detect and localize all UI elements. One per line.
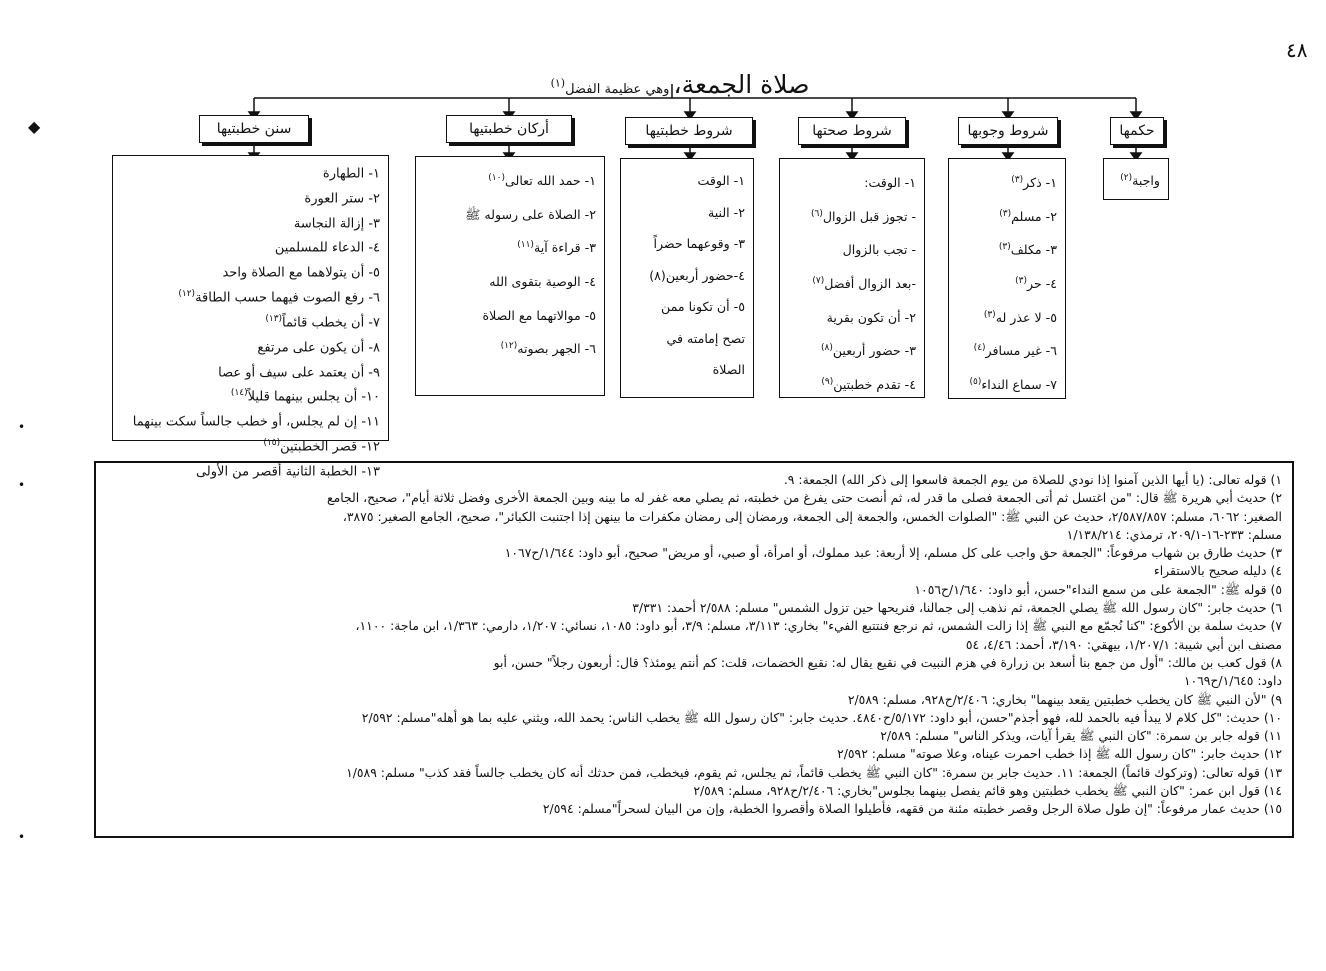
list-item: تصح إمامته في xyxy=(666,330,745,346)
footnote-line: ٩) "لأن النبي ﷺ كان يخطب خطبتين يقعد بينهما" بخاري: ٢/٤٠٦/ح٩٢٨، مسلم: ٢/٥٨٩ xyxy=(847,691,1282,707)
list-item: ٧- أن يخطب قائماً$^{(١٣)}$ xyxy=(265,313,380,331)
list-item: ٤- الوصية بتقوى الله xyxy=(489,274,596,290)
scan-mark: ◆ xyxy=(28,117,41,136)
header-sunan-khutba: سنن خطبتيها xyxy=(199,115,309,143)
footnote-line: ٥) قوله ﷺ: "الجمعة على من سمع النداء"حسن، أبو داود: ١/٦٤٠/ح١٠٥٦ xyxy=(914,581,1282,597)
footnote-line: ١٥) حديث عمار مرفوعاً: "إن طول صلاة الرجل وقصر خطبته مئنة من فقهه، فأطيلوا الصلاة وأقصروا الخطبة، وإن من البيان لسحراً"مسلم: ٢/٥٩٤ xyxy=(542,801,1282,817)
list-item: ١- الوقت: xyxy=(864,175,916,191)
list-item: ٣- مكلف$^{(٣)}$ xyxy=(998,242,1057,258)
hukm-box xyxy=(1103,158,1169,200)
list-item: - تجوز قبل الزوال$^{(٦)}$ xyxy=(810,208,916,224)
footnote-line: ٧) حديث سلمة بن الأكوع: "كنا نُجمّع مع النبي ﷺ إذا زالت الشمس، ثم نرجع فنتتبع الفيء" بخاري: ٣/١١٣، مسلم: ٣/٩، أبو داود: ١٠٨٥، نسائي: ١/٢٠٧، دارمي: ١/٣٦٣، ابن ماجة: ١١٠٠، xyxy=(355,618,1282,634)
footnote-line: ١) قوله تعالى: (يا أيها الذين آمنوا إذا نودي للصلاة من يوم الجمعة فاسعوا إلى ذكر الله) الجمعة: ٩. xyxy=(783,472,1282,487)
title-subtitle: وهي عظيمة الفضل xyxy=(565,82,674,97)
list-item: ١- الوقت xyxy=(697,173,745,188)
hukm-text: واجبة xyxy=(1132,173,1160,189)
list-item: ٩- أن يعتمد على سيف أو عصا xyxy=(218,364,380,380)
page-title xyxy=(520,70,840,99)
header-arkan-khutba: أركان خطبتيها xyxy=(446,115,572,143)
list-item: ١- ذكر$^{(٣)}$ xyxy=(1011,175,1057,191)
footnote-line: ١٠) حديث: "كل كلام لا يبدأ فيه بالحمد لله، فهو أجذم"حسن، أبو داود: ٥/١٧٢/ح٤٨٤٠. حديث جابر: "كان رسول الله ﷺ يخطب الناس: يحمد الله، ويثني عليه بما هو أهله"مسلم: ٢/٥٩٢ xyxy=(361,709,1282,725)
footnote-ref: (٢) xyxy=(1120,173,1133,183)
header-shurut-sihha: شروط صحتها xyxy=(798,117,906,145)
footnote-line: ٦) حديث جابر: "كان رسول الله ﷺ يصلي الجمعة، ثم نذهب إلى جمالنا، فنريحها حين تزول الشمس" مسلم: ٢/٥٨٨ أحمد: ٣/٣٣١ xyxy=(632,600,1282,616)
list-item: ٥- لا عذر له$^{(٣)}$ xyxy=(983,309,1057,325)
list-item: ٢- الصلاة على رسوله ﷺ xyxy=(465,206,596,222)
list-item: ١٢- قصر الخطبتين$^{(١٥)}$ xyxy=(263,438,380,455)
list-item: ٣- إزالة النجاسة xyxy=(293,215,380,231)
list-item: ٢- النية xyxy=(707,204,745,220)
list-item: ١٣- الخطبة الثانية أقصر من الأولى xyxy=(195,464,380,480)
list-item: ١٠- أن يجلس بينهما قليلاً$^{(١٤)}$ xyxy=(230,388,380,405)
scan-dot: • xyxy=(18,420,26,434)
list-item: ٦- الجهر بصوته$^{(١٢)}$ xyxy=(500,341,596,357)
list-item: ٦- غير مسافر$^{(٤)}$ xyxy=(973,343,1057,359)
footnote-line: ٤) دليله صحيح بالاستقراء xyxy=(1153,563,1282,579)
footnote-line: داود: ١/٦٤٥/ح١٠٦٩ xyxy=(1183,673,1282,689)
footnote-line: ١٣) قوله تعالى: (وتركوك قائماً) الجمعة: ١١. حديث جابر بن سمرة: "كان النبي ﷺ يخطب قائماً، ثم يجلس، ثم يقوم، فيخطب، فمن حدثك أنه كان يخطب جالساً فقد كذب" مسلم: ١/٥٨٩ xyxy=(346,764,1282,780)
list-item: ٤- حر$^{(٣)}$ xyxy=(1015,276,1057,292)
footnote-line: مسلم: ٢٣٣-١٦-٢٠٩/١، ترمذي: ١/١٣٨/٢١٤ xyxy=(1066,526,1282,542)
footnote-line: ٣) حديث طارق بن شهاب مرفوعاً: "الجمعة حق واجب على كل مسلم، إلا أربعة: عبد مملوك، أو امرأة، أو صبي، أو مريض" صحيح، أبو داود: ١/٦٤٤/ح١٠٦٧ xyxy=(504,545,1282,561)
list-item: ١- الطهارة xyxy=(322,166,380,182)
footnote-line: ١٤) قول ابن عمر: "كان النبي ﷺ يخطب خطبتين وهو قائم يفصل بينهما بجلوس"بخاري: ٢/٤٠٦/ح٩٢٨، مسلم: ٢/٥٨٩ xyxy=(693,783,1282,799)
list-item: - تجب بالزوال xyxy=(842,242,916,258)
list-item: ٨- أن يكون على مرتفع xyxy=(257,340,380,356)
list-item: ٣- حضور أربعين$^{(٨)}$ xyxy=(820,343,916,359)
list-item: ٢- مسلم$^{(٣)}$ xyxy=(999,208,1057,224)
list-item: ٤-حضور أربعين(٨) xyxy=(649,267,745,283)
list-item: الصلاة xyxy=(712,362,745,377)
scan-dot: • xyxy=(18,478,26,492)
list-item: ٥- موالاتهما مع الصلاة xyxy=(482,307,596,323)
list-item: ٦- رفع الصوت فيهما حسب الطاقة$^{(١٢)}$ xyxy=(178,289,380,306)
title-footnote-ref: (١) xyxy=(550,76,566,90)
footnote-line: مصنف ابن أبي شيبة: ١/٢٠٧/١، بيهقي: ٣/١٩٠، أحمد: ٤/٤٦، ٥٤ xyxy=(965,636,1282,652)
list-item: ١١- إن لم يجلس، أو خطب جالساً سكت بينهما xyxy=(132,414,380,430)
header-shurut-khutba: شروط خطبتيها xyxy=(625,117,753,145)
list-item: ٧- سماع النداء$^{(٥)}$ xyxy=(969,377,1057,393)
list-item: ١- حمد الله تعالى$^{(١٠)}$ xyxy=(488,173,596,189)
scan-dot: • xyxy=(18,830,26,844)
list-item: -بعد الزوال أفضل$^{(٧)}$ xyxy=(812,276,916,292)
sunan-box xyxy=(112,155,389,480)
list-item: ٢- ستر العورة xyxy=(304,191,380,207)
wujub-box xyxy=(948,158,1066,399)
footnote-line: ١٢) حديث جابر: "كان رسول الله ﷺ إذا خطب احمرت عيناه، وعلا صوته" مسلم: ٢/٥٩٢ xyxy=(837,746,1282,762)
list-item: ٤- تقدم خطبتين$^{(٩)}$ xyxy=(821,377,916,393)
footnote-line: ١١) قوله جابر بن سمرة: "كان النبي ﷺ يقرأ آيات، ويذكر الناس" مسلم: ٢/٥٨٩ xyxy=(880,728,1282,744)
khutba-shurut-box xyxy=(620,158,754,398)
footnote-line: ٨) قول كعب بن مالك: "أول من جمع بنا أسعد بن زرارة في هزم النبيت في نقيع يقال له: نقيع الخضمات، قلت: كم أنتم يومئذ؟ قال: أربعون رجلاً" حسن، أبو xyxy=(493,654,1282,670)
header-shurut-wujub: شروط وجوبها xyxy=(958,117,1058,145)
sihha-box xyxy=(779,158,925,398)
footnotes-box xyxy=(94,461,1294,838)
footnote-line: ٢) حديث أبي هريرة ﷺ قال: "من اغتسل ثم أتى الجمعة فصلى ما قدر له، ثم أنصت حتى يفرغ من خطبته، ثم يصلي معه غفر له ما بينه وبين الجمعة الأخرى وفضل ثلاثة أيام"، صحيح، الجامع xyxy=(327,490,1282,506)
page-number: ٤٨ xyxy=(1286,38,1308,62)
list-item: ٣- وقوعهما حضراً xyxy=(653,236,745,251)
footnote-line: الصغير: ٦٠٦٢، مسلم: ٢/٥٨٧/٨٥٧، حديث عن النبي ﷺ: "الصلوات الخمس، والجمعة إلى الجمعة، ورمضان إلى رمضان مكفرات ما بينهن إذا اجتنبت الكبائر"، صحيح، الجامع الصغير: ٣٨٧٥، xyxy=(342,508,1282,524)
list-item: ٢- أن تكون بقرية xyxy=(826,309,916,325)
arkan-box xyxy=(415,156,605,396)
header-hukm: حكمها xyxy=(1110,117,1164,145)
list-item: ٣- قراءة آية$^{(١١)}$ xyxy=(517,240,596,256)
list-item: ٤- الدعاء للمسلمين xyxy=(274,240,380,256)
list-item: ٥- أن تكونا ممن xyxy=(661,299,745,314)
list-item: ٥- أن يتولاهما مع الصلاة واحد xyxy=(222,265,380,281)
title-main: صلاة الجمعة، xyxy=(673,70,810,99)
